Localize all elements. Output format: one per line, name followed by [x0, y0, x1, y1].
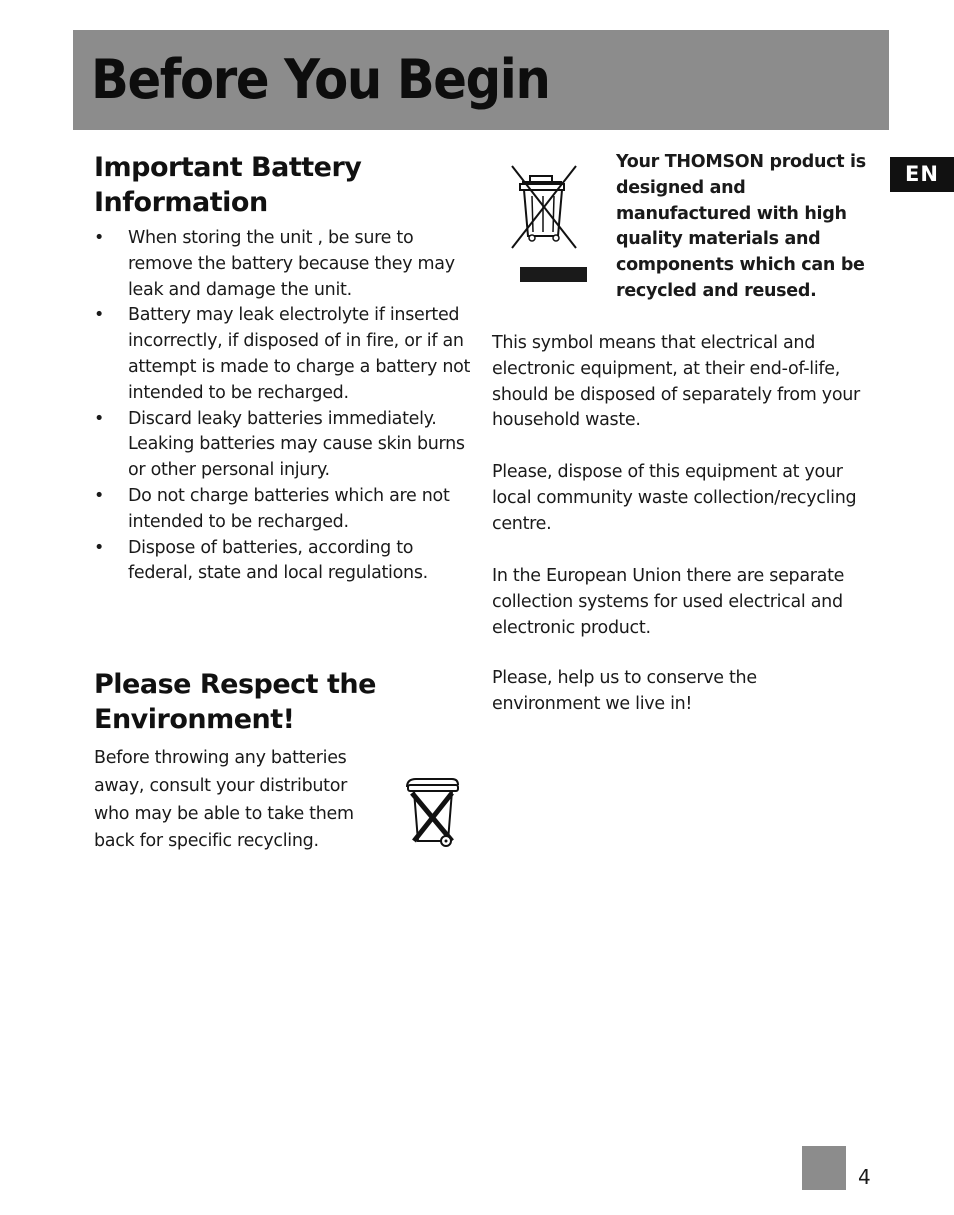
list-item-text: Battery may leak electrolyte if inserted incorrectly, if disposed of in fire, or if an attempt is made to charge a battery not intended to be recharged. — [128, 305, 471, 403]
bullet: • — [94, 408, 105, 429]
list-item — [94, 226, 474, 303]
battery-list — [94, 226, 474, 587]
list-item — [94, 407, 474, 484]
language-tab: EN — [890, 157, 954, 192]
list-item-text: When storing the unit , be sure to remove the battery because they may leak and damage the unit. — [128, 228, 455, 300]
list-item — [94, 484, 474, 536]
list-item — [94, 536, 474, 588]
battery-section — [94, 150, 474, 587]
bullet: • — [94, 537, 105, 558]
list-item-text: Dispose of batteries, according to federal, state and local regulations. — [128, 537, 428, 584]
environment-heading: Please Respect the Environment! — [94, 669, 376, 735]
recycling-paragraph: This symbol means that electrical and electronic equipment, at their end-of-life, should be disposed of separately from your household waste. — [492, 333, 860, 431]
bullet: • — [94, 305, 105, 326]
bullet: • — [94, 485, 105, 506]
list-item-text: Do not charge batteries which are not intended to be recharged. — [128, 485, 450, 532]
list-item — [94, 303, 474, 406]
recycling-paragraph: Please, dispose of this equipment at your local community waste collection/recycling centre. — [492, 462, 857, 534]
environment-text: Before throwing any batteries away, consult your distributor who may be able to take them back for specific recycling. — [94, 748, 354, 852]
bullet: • — [94, 228, 105, 248]
recycling-paragraph: In the European Union there are separate collection systems for used electrical and electronic product. — [492, 566, 845, 638]
title-bar — [73, 30, 889, 130]
environment-section — [94, 667, 474, 856]
recycling-paragraph: Please, help us to conserve the environment we live in! — [492, 668, 757, 714]
page-title: Before You Begin — [91, 48, 550, 111]
recycling-intro: Your THOMSON product is designed and manufactured with high quality materials and components which can be recycled and reused. — [616, 152, 866, 301]
crossed-bin-icon — [404, 775, 462, 849]
battery-heading: Important Battery Information — [94, 152, 362, 218]
list-item-text: Discard leaky batteries immediately. Leaking batteries may cause skin burns or other personal injury. — [128, 408, 465, 481]
weee-crossed-bin-icon — [492, 162, 592, 297]
page-marker — [802, 1146, 846, 1190]
page-number: 4 — [858, 1165, 871, 1189]
